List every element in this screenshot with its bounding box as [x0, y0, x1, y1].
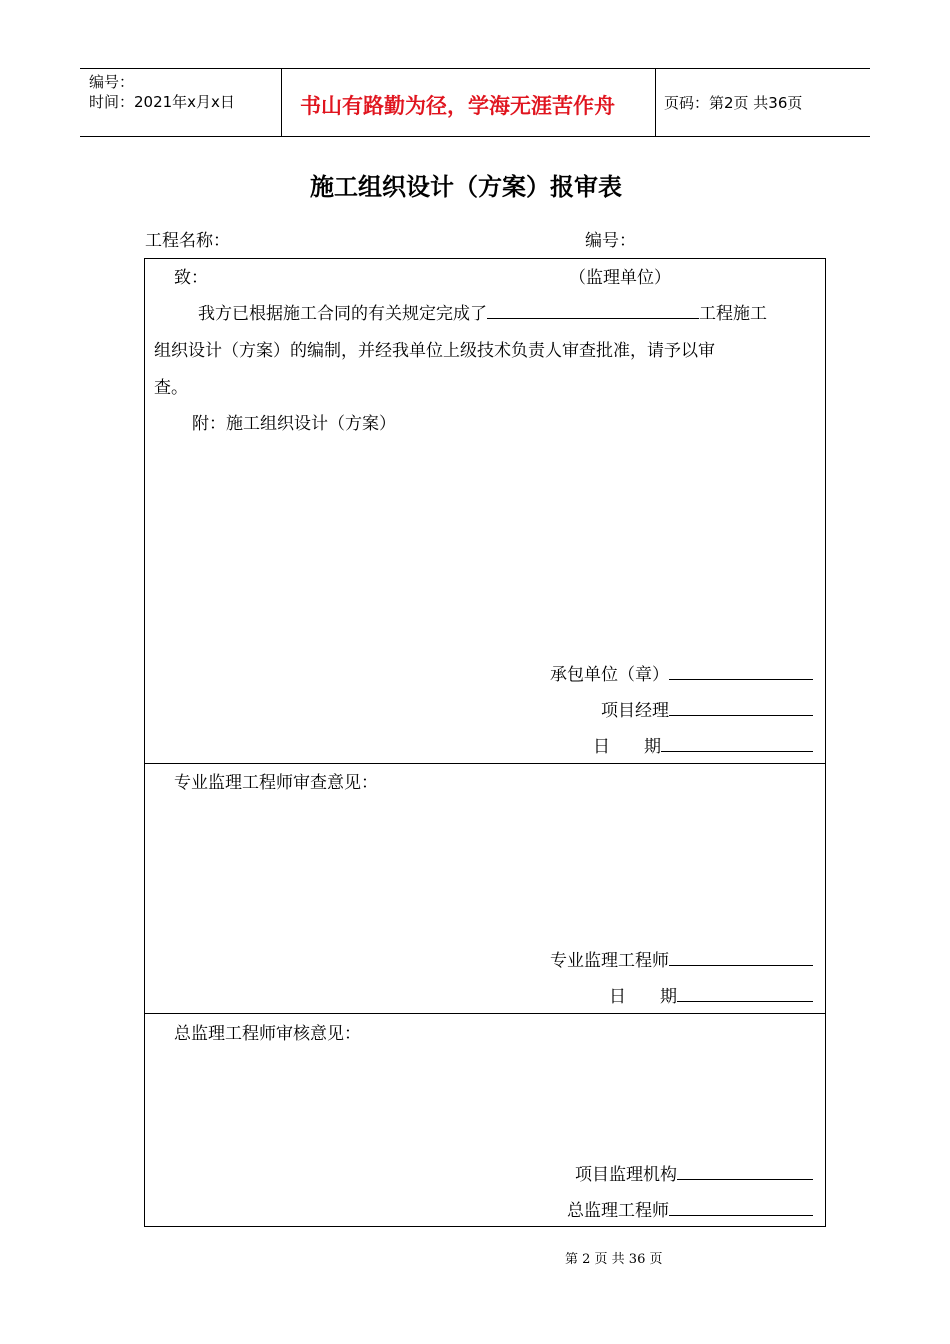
sign-org-label: 项目监理机构 — [575, 1165, 677, 1185]
engineer-section — [144, 762, 826, 1014]
page-footer: 第 2 页 共 36 页 — [565, 1252, 663, 1267]
attachment-line: 附：施工组织设计（方案） — [192, 414, 396, 434]
sign-org-blank[interactable] — [677, 1163, 813, 1180]
sign-date-engineer — [609, 982, 813, 1007]
paragraph-line-3: 查。 — [154, 378, 188, 398]
engineer-heading: 专业监理工程师审查意见： — [174, 773, 378, 793]
paragraph-line-1 — [198, 299, 767, 324]
header-page-code: 页码：第2页 共36页 — [664, 94, 803, 112]
to-label: 致： — [174, 268, 208, 288]
sign-date-engineer-label: 日 期 — [609, 987, 677, 1007]
sign-contractor-label: 承包单位（章） — [550, 665, 669, 685]
chief-section — [144, 1013, 826, 1227]
sign-contractor-blank[interactable] — [669, 663, 813, 680]
paragraph-line-1-before: 我方已根据施工合同的有关规定完成了 — [198, 304, 487, 324]
sign-engineer-label: 专业监理工程师 — [550, 951, 669, 971]
sign-date-engineer-blank[interactable] — [677, 985, 813, 1002]
sign-manager — [601, 696, 813, 721]
sign-chief-blank[interactable] — [669, 1199, 813, 1216]
header-divider-right — [655, 68, 656, 136]
sign-manager-blank[interactable] — [669, 699, 813, 716]
project-name-blank[interactable] — [487, 302, 699, 319]
header-motto: 书山有路勤为径，学海无涯苦作舟 — [300, 93, 615, 118]
header-bottom-rule — [80, 136, 870, 137]
sign-date-contractor-label: 日 期 — [593, 737, 661, 757]
sign-engineer — [550, 946, 813, 971]
sign-date-contractor-blank[interactable] — [661, 735, 813, 752]
paragraph-line-2: 组织设计（方案）的编制，并经我单位上级技术负责人审查批准，请予以审 — [154, 341, 715, 361]
supervisor-unit-label: （监理单位） — [569, 268, 671, 288]
sign-chief-label: 总监理工程师 — [567, 1201, 669, 1221]
sign-contractor — [550, 660, 813, 685]
contractor-section — [144, 258, 826, 764]
sign-chief — [567, 1196, 813, 1221]
chief-heading: 总监理工程师审核意见： — [174, 1024, 361, 1044]
sign-org — [575, 1160, 813, 1185]
header-number-label: 编号： — [89, 73, 135, 91]
header-time: 时间：2021年x月x日 — [89, 93, 235, 111]
sign-date-contractor — [593, 732, 813, 757]
document-title: 施工组织设计（方案）报审表 — [310, 172, 622, 201]
paragraph-line-1-after: 工程施工 — [699, 304, 767, 324]
document-number-label: 编号： — [585, 231, 636, 251]
project-name-label: 工程名称： — [145, 231, 230, 251]
header-divider-left — [281, 68, 282, 136]
sign-engineer-blank[interactable] — [669, 949, 813, 966]
sign-manager-label: 项目经理 — [601, 701, 669, 721]
header-top-rule — [80, 68, 870, 69]
